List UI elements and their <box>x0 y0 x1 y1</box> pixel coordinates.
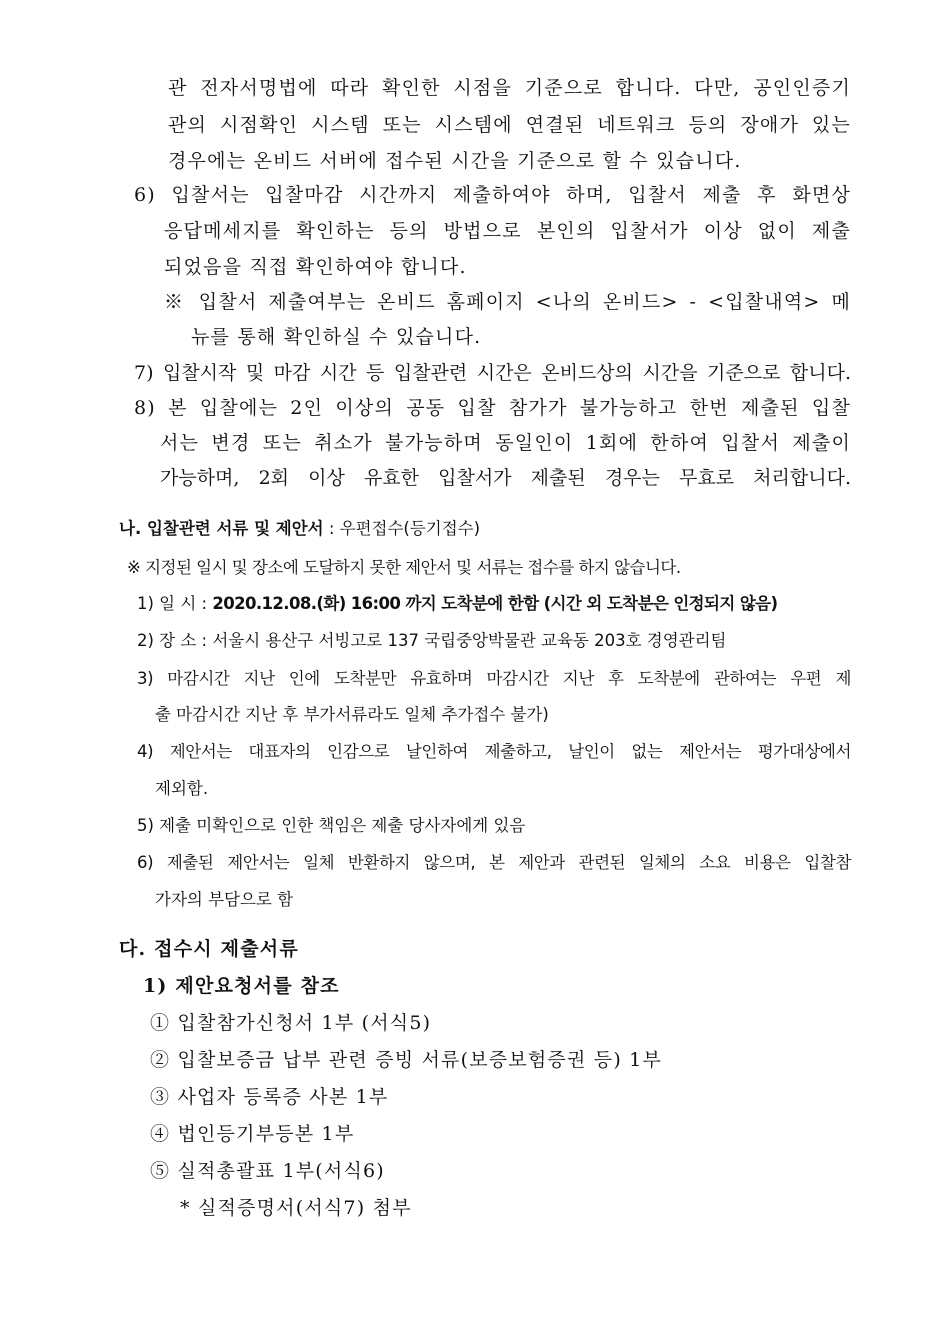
subsection-heading: 1) 제안요청서를 참조 <box>143 975 340 997</box>
paragraph-line: 경우에는 온비드 서버에 접수된 시간을 기준으로 할 수 있습니다. <box>168 150 742 172</box>
list-item-6-cont: 응답메세지를 확인하는 등의 방법으로 본인의 입찰서가 이상 없이 제출 <box>164 220 851 242</box>
list-item-place: 2) 장 소 : 서울시 용산구 서빙고로 137 국립중앙박물관 교육동 203호 경영관리팀 <box>137 631 727 650</box>
list-item-6-cont: 되었음을 직접 확인하여야 합니다. <box>164 256 467 278</box>
document-list-item: ④ 법인등기부등본 1부 <box>150 1123 355 1145</box>
section-heading-da: 다. 접수시 제출서류 <box>119 938 299 960</box>
document-list-item: ① 입찰참가신청서 1부 (서식5) <box>150 1012 432 1034</box>
paragraph-line: 관 전자서명법에 따라 확인한 시점을 기준으로 합니다. 다만, 공인인증기 <box>168 77 851 99</box>
list-item-7: 7) 입찰시작 및 마감 시간 등 입찰관련 시간은 온비드상의 시간을 기준으로 합니다. <box>134 362 851 384</box>
list-item-4-cont: 제외함. <box>155 779 209 798</box>
document-list-item: ② 입찰보증금 납부 관련 증빙 서류(보증보험증권 등) 1부 <box>150 1049 663 1071</box>
list-item-date <box>137 592 777 616</box>
section-heading-na <box>119 517 480 541</box>
list-item-4: 4) 제안서는 대표자의 인감으로 날인하여 제출하고, 날인이 없는 제안서는 평가대상에서 <box>137 742 851 761</box>
date-label: 1) 일 시 : <box>137 594 213 613</box>
list-item-6: 6) 입찰서는 입찰마감 시간까지 제출하여야 하며, 입찰서 제출 후 화면상 <box>134 184 851 206</box>
section-heading-na-rest: : 우편접수(등기접수) <box>323 519 481 538</box>
date-value: 2020.12.08.(화) 16:00 까지 도착분에 한함 (시간 외 도착분은 인정되지 않음) <box>212 594 778 613</box>
note-line: 뉴를 통해 확인하실 수 있습니다. <box>191 326 482 348</box>
list-item-3: 3) 마감시간 지난 인에 도착분만 유효하며 마감시간 지난 후 도착분에 관하여는 우편 제 <box>137 669 851 688</box>
list-item-8-cont: 서는 변경 또는 취소가 불가능하며 동일인이 1회에 한하여 입찰서 제출이 <box>160 432 851 454</box>
list-item-8-cont: 가능하며, 2회 이상 유효한 입찰서가 제출된 경우는 무효로 처리합니다. <box>160 467 851 489</box>
list-item-5: 5) 제출 미확인으로 인한 책임은 제출 당사자에게 있음 <box>137 816 526 835</box>
footnote: * 실적증명서(서식7) 첨부 <box>180 1197 412 1219</box>
list-item-3-cont: 출 마감시간 지난 후 부가서류라도 일체 추가접수 불가) <box>155 705 549 724</box>
document-list-item: ③ 사업자 등록증 사본 1부 <box>150 1086 389 1108</box>
document-list-item: ⑤ 실적총괄표 1부(서식6) <box>150 1160 385 1182</box>
section-heading-na-bold: 나. 입찰관련 서류 및 제안서 <box>119 519 324 538</box>
list-item-8: 8) 본 입찰에는 2인 이상의 공동 입찰 참가가 불가능하고 한번 제출된 입찰 <box>134 397 851 419</box>
list-item-6: 6) 제출된 제안서는 일체 반환하지 않으며, 본 제안과 관련된 일체의 소요 비용은 입찰참 <box>137 853 851 872</box>
note-line: ※ 입찰서 제출여부는 온비드 홈페이지 <나의 온비드> - <입찰내역> 메 <box>164 291 851 313</box>
list-item-6-cont: 가자의 부담으로 함 <box>155 890 294 909</box>
notice-line: ※ 지정된 일시 및 장소에 도달하지 못한 제안서 및 서류는 접수를 하지 않습니다. <box>127 558 681 577</box>
paragraph-line: 관의 시점확인 시스템 또는 시스템에 연결된 네트워크 등의 장애가 있는 <box>168 114 851 136</box>
